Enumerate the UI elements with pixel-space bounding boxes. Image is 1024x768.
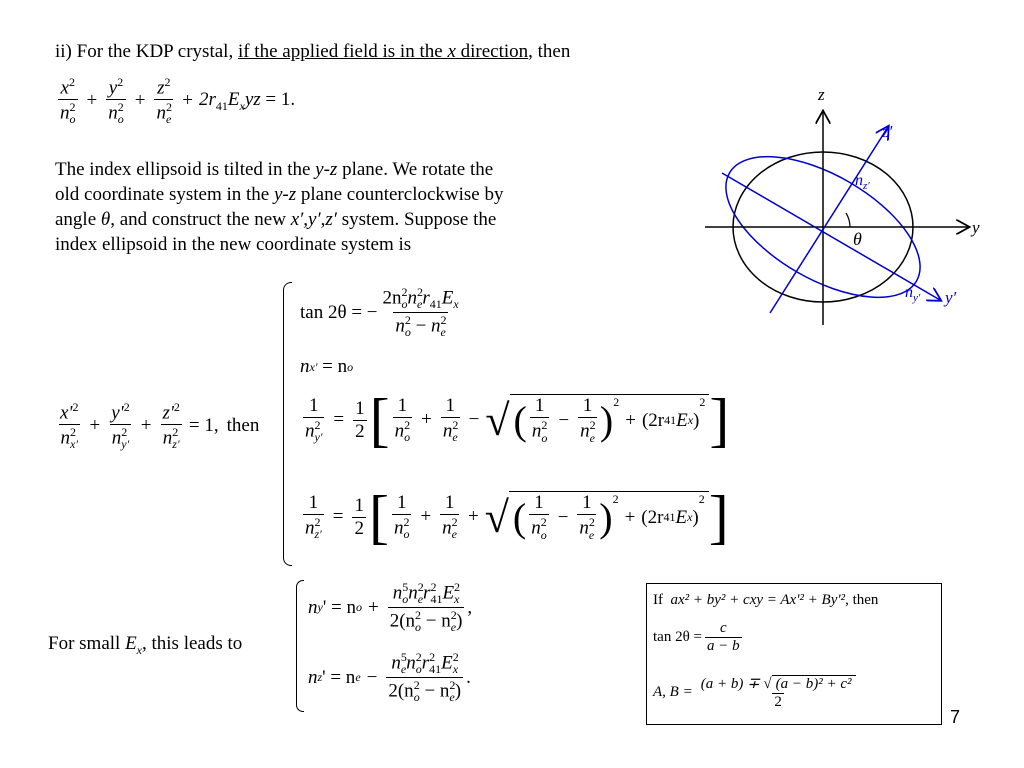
nz-label: $n_{z'}$	[855, 172, 870, 192]
z-label: z	[818, 85, 825, 104]
box-line2: tan 2θ = $\frac{c}{a - b}$	[653, 620, 740, 654]
y-prime-axis	[722, 173, 940, 300]
box-line1: If ax² + by² + cxy = Ax'² + By'², then	[653, 592, 879, 608]
system-brace	[283, 282, 292, 566]
ny-prime-approx: n y ' = n o + $\frac{n^5_on^2_er^2_{41}E^2_x}{2(n^2_o - n^2_e)}$ ,	[308, 580, 473, 635]
small-field-lead: For small $E_x$, this leads to	[48, 633, 243, 657]
nz-prime-approx: n z ' = n e − $\frac{n^5_en^2_or^2_{41}E^2_x}{2(n^2_o - n^2_e)}$ .	[308, 650, 471, 705]
theta-label: θ	[853, 229, 862, 249]
ny-equation: $\frac{1}{n^2_{y'}}$ = $\frac{1}{2}$ [ $\frac{1}{n^2_o}$ + $\frac{1}{n^2_e}$ − √ ( $\frac{1}{n^2_o}$ − $\frac{1}{n^2_e}$ ) $^2$ + (2r 41 E x ) $^2$ ]	[305, 387, 730, 453]
z-prime-label: z′	[882, 122, 893, 141]
nx-equation: n x' = n o	[300, 356, 354, 377]
z-prime-axis	[770, 127, 888, 313]
new-ellipsoid-equation: $\frac{x'^2}{n^2_{x'}}$ + $\frac{y'^2}{n^2_{y'}}$ + $\frac{z'^2}{n^2_{z'}}$ = 1, then	[60, 400, 260, 452]
rotation-diagram	[700, 85, 1000, 330]
theta-arc	[846, 213, 850, 227]
heading-prefix: ii) For the KDP crystal,	[55, 41, 238, 62]
heading: ii) For the KDP crystal, if the applied field is in the x direction, then	[55, 41, 571, 62]
frac-z: $\frac{z^2}{n^2_e}$	[156, 75, 172, 127]
tan-equation: tan 2θ = − $\frac{2n^2_on^2_er_{41}E_x}{n^2_o - n^2_e}$	[300, 285, 459, 340]
tail-term: $2r_{41}E_xyz = 1$.	[198, 88, 296, 113]
rotation-formula-box	[646, 583, 942, 725]
ny-label: $n_{y'}$	[905, 284, 921, 304]
paragraph: The index ellipsoid is tilted in the y-z plane. We rotate the old coordinate system in the y-z plane counterclockwise by angle θ, and construct the new x′,y′,z′ system. Suppose the index ellipsoid in the new coordinate system is	[55, 159, 504, 255]
small-brace	[296, 580, 304, 712]
page-number: 7	[950, 707, 961, 727]
y-label: y	[972, 218, 980, 237]
heading-underlined: if the applied field is in the x direction	[237, 41, 529, 62]
y-prime-label: y′	[945, 288, 957, 307]
frac-x: $\frac{x^2}{n^2_o}$	[60, 75, 76, 127]
frac-y: $\frac{y^2}{n^2_o}$	[108, 75, 124, 127]
nz-equation: $\frac{1}{n^2_{z'}}$ = $\frac{1}{2}$ [ $\frac{1}{n^2_o}$ + $\frac{1}{n^2_e}$ + √ ( $\frac{1}{n^2_o}$ − $\frac{1}{n^2_e}$ ) $^2$ + (2r 41 E x ) $^2$ ]	[305, 484, 729, 550]
index-ellipsoid-equation: $\frac{x^2}{n^2_o}$ + $\frac{y^2}{n^2_o}$ + $\frac{z^2}{n^2_e}$ + $2r_{41}E_xyz = 1$.	[60, 75, 296, 127]
box-line3: A, B = $\frac{\text{(a + b) ∓ √ (a − b)² + c²}}{2}$	[653, 674, 861, 711]
